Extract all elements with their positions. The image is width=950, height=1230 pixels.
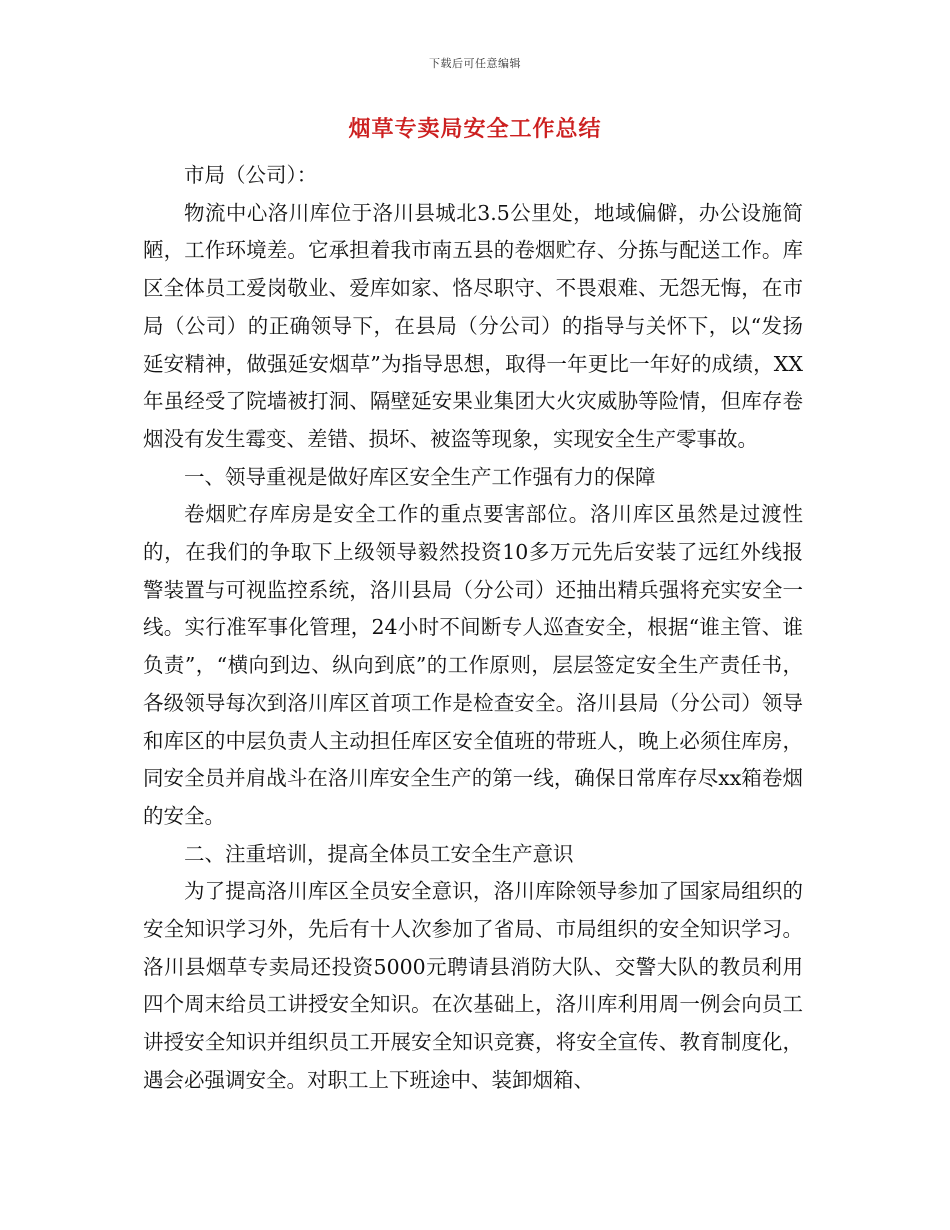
section-heading-1: 一、领导重视是做好库区安全生产工作强有力的保障 [184,464,656,489]
salutation: 市局（公司）： [184,163,318,187]
header-note: 下载后可任意编辑 [429,57,521,70]
document-title: 烟草专卖局安全工作总结 [348,116,602,142]
section-heading-2: 二、注重培训，提高全体员工安全生产意识 [184,841,574,866]
paragraph-intro: 物流中心洛川库位于洛川县城北3.5公里处，地域偏僻，办公设施简陋，工作环境差。它承担着我市南五县的卷烟贮存、分拣与配送工作。库区全体员工爱岗敬业、爱库如家、恪尽职守、不畏艰难、无怨无悔，在市局（公司）的正确领导下，在县局（分公司）的指导与关怀下，以“发扬延安精神，做强延安烟草”为指导思想，取得一年更比一年好的成绩，XX年虽经受了院墙被打洞、隔壁延安果业集团大火灾威胁等险情，但库存卷烟没有发生霉变、差错、损坏、被盗等现象，实现安全生产零事故。 [143,200,803,451]
document-body [143,157,803,1100]
paragraph-section-2: 为了提高洛川库区全员安全意识，洛川库除领导参加了国家局组织的安全知识学习外，先后有十人次参加了省局、市局组织的安全知识学习。洛川县烟草专卖局还投资5000元聘请县消防大队、交警大队的教员利用四个周末给员工讲授安全知识。在次基础上，洛川库利用周一例会向员工讲授安全知识并组织员工开展安全知识竞赛，将安全宣传、教育制度化，遇会必强调安全。对职工上下班途中、装卸烟箱、 [143,879,803,1092]
paragraph-section-1: 卷烟贮存库房是安全工作的重点要害部位。洛川库区虽然是过渡性的，在我们的争取下上级领导毅然投资10多万元先后安装了远红外线报警装置与可视监控系统，洛川县局（分公司）还抽出精兵强将充实安全一线。实行准军事化管理，24小时不间断专人巡查安全，根据“谁主管、谁负责”，“横向到边、纵向到底”的工作原则，层层签定安全生产责任书，各级领导每次到洛川库区首项工作是检查安全。洛川县局（分公司）领导和库区的中层负责人主动担任库区安全值班的带班人，晚上必须住库房，同安全员并肩战斗在洛川库安全生产的第一线，确保日常库存尽xx箱卷烟的安全。 [143,502,803,828]
